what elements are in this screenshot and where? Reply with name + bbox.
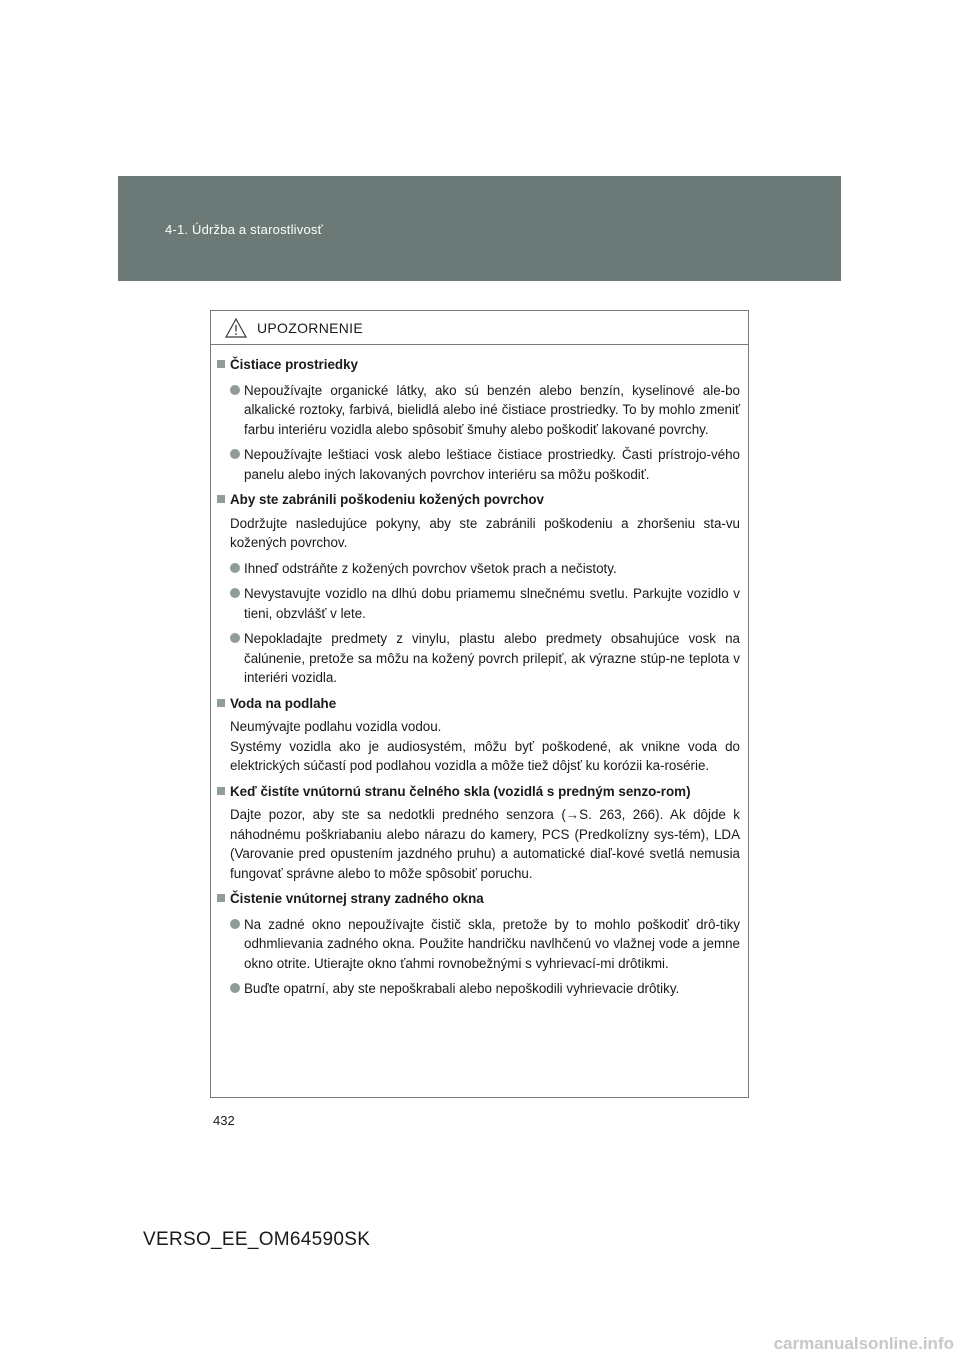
round-bullet-icon xyxy=(230,449,240,459)
section-heading: Keď čistíte vnútornú stranu čelného skla (vozidlá s predným senzo-rom) xyxy=(217,782,740,802)
square-bullet-icon xyxy=(217,894,225,902)
warning-content xyxy=(211,345,748,999)
paragraph: Dajte pozor, aby ste sa nedotkli predného senzora (→S. 263, 266). Ak dôjde k náhodnému poškriabaniu alebo nárazu do kamery, PCS (Predkolízny sys-tém), LDA (Varovanie pred opustením jazdného pruhu) a automatické diaľ-kové svetlá nemusia fungovať správne alebo to môže spôsobiť poruchu. xyxy=(230,807,740,881)
square-bullet-icon xyxy=(217,787,225,795)
round-bullet-icon xyxy=(230,385,240,395)
paragraph: Neumývajte podlahu vozidla vodou. Systémy vozidla ako je audiosystém, môžu byť poškodené, ak vnikne voda do elektrických súčastí pod podlahou vozidla a môže tiež dôjsť ku korózii ka-rosérie. xyxy=(230,719,740,773)
section-heading: Čistiace prostriedky xyxy=(217,355,740,375)
list-item: Nepokladajte predmety z vinylu, plastu alebo predmety obsahujúce vosk na čalúnenie, pretože sa môžu na kožený povrch prilepiť, ak výrazne stúp-ne teplota v interiéri vozidla. xyxy=(230,629,740,688)
section-heading: Čistenie vnútornej strany zadného okna xyxy=(217,889,740,909)
list-item: Nepoužívajte organické látky, ako sú benzén alebo benzín, kyselinové ale-bo alkalické roztoky, farbivá, bielidlá alebo iné čistiace prostriedky. To by mohlo zmeniť farbu interiéru vozidla alebo spôsobiť šmuhy alebo poškodiť lakované povrchy. xyxy=(230,381,740,440)
paragraph: Dodržujte nasledujúce pokyny, aby ste zabránili poškodeniu a zhoršeniu sta-vu kožených povrchov. xyxy=(230,515,740,550)
round-bullet-icon xyxy=(230,633,240,643)
round-bullet-icon xyxy=(230,919,240,929)
round-bullet-icon xyxy=(230,588,240,598)
section-heading: Aby ste zabránili poškodeniu kožených povrchov xyxy=(217,490,740,510)
list-item: Nepoužívajte leštiaci vosk alebo leštiace čistiace prostriedky. Časti prístrojo-vého panelu alebo iných lakovaných povrchov interiéru sa môžu poškodiť. xyxy=(230,445,740,484)
round-bullet-icon xyxy=(230,563,240,573)
section-title: 4-1. Údržba a starostlivosť xyxy=(165,222,323,237)
square-bullet-icon xyxy=(217,495,225,503)
round-bullet-icon xyxy=(230,983,240,993)
warning-title: UPOZORNENIE xyxy=(257,319,363,336)
page-number: 432 xyxy=(213,1113,235,1128)
list-item: Na zadné okno nepoužívajte čistič skla, pretože by to mohlo poškodiť drô-tiky odhmlievania zadného okna. Použite handričku navlhčenú vo vlažnej vode a jemne okno otrite. Utierajte okno ťahmi rovnobežnými s vyhrievací-mi drôtikmi. xyxy=(230,915,740,974)
list-item: Ihneď odstráňte z kožených povrchov všetok prach a nečistoty. xyxy=(230,559,740,579)
warning-triangle-icon xyxy=(225,318,247,338)
square-bullet-icon xyxy=(217,699,225,707)
document-code: VERSO_EE_OM64590SK xyxy=(143,1229,371,1250)
header-band xyxy=(118,176,841,281)
list-item: Nevystavujte vozidlo na dlhú dobu priamemu slnečnému svetlu. Parkujte vozidlo v tieni, obzvlášť v lete. xyxy=(230,584,740,623)
list-item: Buďte opatrní, aby ste nepoškrabali alebo nepoškodili vyhrievacie drôtiky. xyxy=(230,979,740,999)
square-bullet-icon xyxy=(217,360,225,368)
warning-box xyxy=(210,310,749,1098)
warning-header xyxy=(211,311,748,345)
section-heading: Voda na podlahe xyxy=(217,694,740,714)
watermark: carmanualsonline.info xyxy=(773,1334,954,1353)
